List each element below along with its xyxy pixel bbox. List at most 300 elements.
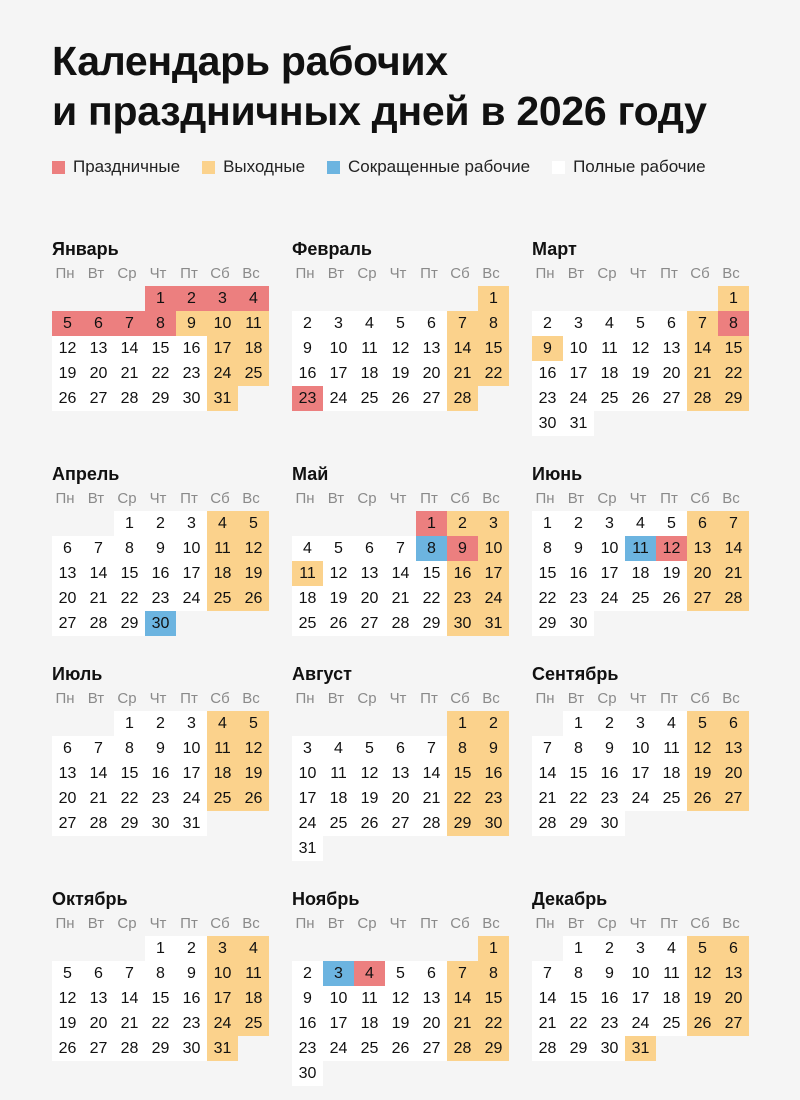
day-cell-weekend: 21 — [447, 361, 478, 386]
day-cell-work: 22 — [114, 786, 145, 811]
month-name: Январь — [52, 239, 119, 259]
day-cell-work: 27 — [52, 811, 83, 836]
weekday-label: Чт — [389, 490, 407, 507]
day-cell-weekend: 4 — [238, 936, 269, 961]
day-cell-work: 28 — [83, 611, 114, 636]
empty-cell — [323, 936, 354, 961]
weekday-label: Пн — [295, 265, 315, 282]
day-cell-work: 10 — [176, 736, 207, 761]
day-cell-work: 18 — [594, 361, 625, 386]
empty-cell — [416, 711, 447, 736]
day-cell-work: 30 — [176, 1036, 207, 1061]
day-cell-work: 8 — [563, 961, 594, 986]
weekday-label: Сб — [210, 915, 230, 932]
day-cell-work: 25 — [354, 1036, 385, 1061]
day-cell-weekend: 12 — [238, 536, 269, 561]
month-december — [532, 886, 752, 1061]
day-cell-work: 3 — [292, 736, 323, 761]
day-cell-work: 20 — [416, 1011, 447, 1036]
day-cell-work: 26 — [52, 1036, 83, 1061]
day-cell-work: 19 — [52, 1011, 83, 1036]
day-cell-work: 18 — [625, 561, 656, 586]
empty-cell — [323, 711, 354, 736]
day-cell-work: 17 — [323, 1011, 354, 1036]
day-cell-work: 15 — [145, 986, 176, 1011]
day-cell-work: 6 — [52, 536, 83, 561]
month-september — [532, 661, 752, 836]
weekday-label: Пт — [420, 915, 438, 932]
day-cell-work: 25 — [354, 386, 385, 411]
day-cell-weekend: 20 — [718, 986, 749, 1011]
month-july — [52, 661, 272, 836]
day-cell-work: 21 — [114, 361, 145, 386]
day-cell-weekend: 11 — [207, 536, 238, 561]
day-cell-holiday: 4 — [238, 286, 269, 311]
day-cell-weekend: 9 — [176, 311, 207, 336]
day-cell-work: 5 — [323, 536, 354, 561]
day-cell-work: 4 — [656, 711, 687, 736]
day-cell-work: 14 — [83, 761, 114, 786]
day-cell-weekend: 17 — [207, 336, 238, 361]
day-cell-work: 1 — [563, 936, 594, 961]
day-cell-work: 15 — [114, 761, 145, 786]
day-cell-work: 10 — [625, 961, 656, 986]
day-cell-weekend: 21 — [687, 361, 718, 386]
day-cell-weekend: 5 — [687, 936, 718, 961]
weekday-label: Вс — [722, 690, 740, 707]
day-cell-work: 29 — [416, 611, 447, 636]
weekday-label: Ср — [357, 690, 377, 707]
day-cell-weekend: 20 — [687, 561, 718, 586]
day-cell-work: 5 — [52, 961, 83, 986]
day-cell-work: 16 — [145, 761, 176, 786]
weekday-label: Сб — [690, 490, 710, 507]
day-cell-work: 13 — [52, 561, 83, 586]
day-cell-weekend: 17 — [478, 561, 509, 586]
weekday-header — [532, 262, 752, 286]
day-cell-work: 13 — [385, 761, 416, 786]
day-cell-work: 25 — [656, 1011, 687, 1036]
day-cell-work: 24 — [176, 586, 207, 611]
day-cell-weekend: 31 — [207, 1036, 238, 1061]
weekday-label: Пн — [295, 690, 315, 707]
empty-cell — [416, 936, 447, 961]
day-cell-weekend: 22 — [478, 1011, 509, 1036]
day-cell-holiday: 3 — [207, 286, 238, 311]
weekday-label: Чт — [149, 265, 167, 282]
day-cell-work: 5 — [385, 311, 416, 336]
day-cell-weekend: 8 — [478, 961, 509, 986]
day-cell-work: 16 — [145, 561, 176, 586]
weekday-label: Чт — [389, 265, 407, 282]
day-cell-work: 7 — [114, 961, 145, 986]
weekday-label: Пт — [660, 690, 678, 707]
weekday-label: Вт — [567, 690, 585, 707]
day-cell-work: 27 — [354, 611, 385, 636]
day-cell-weekend: 10 — [207, 311, 238, 336]
weekday-header — [532, 487, 752, 511]
weekday-header — [292, 912, 512, 936]
day-cell-weekend: 19 — [687, 986, 718, 1011]
day-cell-work: 22 — [145, 1011, 176, 1036]
day-cell-work: 28 — [416, 811, 447, 836]
day-cell-work: 8 — [114, 536, 145, 561]
day-cell-weekend: 25 — [207, 586, 238, 611]
empty-cell — [532, 711, 563, 736]
day-cell-weekend: 6 — [718, 936, 749, 961]
weekday-label: Чт — [389, 915, 407, 932]
day-cell-weekend: 18 — [207, 561, 238, 586]
day-cell-work: 13 — [52, 761, 83, 786]
weekday-label: Чт — [149, 690, 167, 707]
day-cell-weekend: 11 — [238, 311, 269, 336]
day-cell-work: 4 — [292, 536, 323, 561]
day-cell-weekend: 10 — [478, 536, 509, 561]
day-cell-work: 6 — [416, 311, 447, 336]
day-cell-work: 29 — [114, 811, 145, 836]
day-cell-work: 12 — [354, 761, 385, 786]
weekday-label: Пн — [295, 915, 315, 932]
month-october — [52, 886, 272, 1061]
weekday-label: Сб — [450, 265, 470, 282]
empty-cell — [83, 711, 114, 736]
title-line-1: Календарь рабочих — [52, 38, 448, 84]
weekday-label: Чт — [629, 690, 647, 707]
day-cell-work: 11 — [656, 961, 687, 986]
day-cell-work: 1 — [563, 711, 594, 736]
month-name: Июнь — [532, 464, 583, 484]
day-cell-work: 15 — [114, 561, 145, 586]
day-cell-work: 12 — [52, 336, 83, 361]
day-cell-work: 3 — [625, 711, 656, 736]
page-title — [52, 36, 707, 136]
day-cell-work: 27 — [416, 386, 447, 411]
day-cell-work: 9 — [594, 961, 625, 986]
day-cell-work: 20 — [385, 786, 416, 811]
day-cell-weekend: 20 — [718, 761, 749, 786]
day-cell-work: 6 — [83, 961, 114, 986]
day-cell-work: 16 — [292, 361, 323, 386]
day-cell-weekend: 2 — [478, 711, 509, 736]
month-november — [292, 886, 512, 1086]
month-name: Декабрь — [532, 889, 608, 909]
day-cell-work: 14 — [385, 561, 416, 586]
empty-cell — [532, 286, 563, 311]
day-cell-weekend: 21 — [447, 1011, 478, 1036]
day-cell-work: 26 — [354, 811, 385, 836]
day-cell-work: 16 — [292, 1011, 323, 1036]
day-cell-work: 21 — [83, 586, 114, 611]
day-cell-weekend: 27 — [718, 786, 749, 811]
weekday-label: Сб — [690, 265, 710, 282]
day-cell-work: 14 — [114, 336, 145, 361]
day-cell-weekend: 19 — [238, 561, 269, 586]
day-cell-work: 6 — [354, 536, 385, 561]
day-cell-weekend: 12 — [687, 736, 718, 761]
weekday-label: Сб — [450, 690, 470, 707]
weekday-label: Сб — [450, 915, 470, 932]
empty-cell — [385, 286, 416, 311]
day-cell-work: 27 — [656, 386, 687, 411]
weekday-label: Чт — [629, 915, 647, 932]
day-cell-work: 2 — [594, 711, 625, 736]
weekday-label: Сб — [210, 690, 230, 707]
day-cell-work: 12 — [385, 336, 416, 361]
day-cell-weekend: 24 — [207, 1011, 238, 1036]
weekday-label: Вт — [327, 265, 345, 282]
days-grid — [292, 711, 512, 861]
day-cell-work: 28 — [385, 611, 416, 636]
day-cell-work: 27 — [83, 1036, 114, 1061]
day-cell-work: 26 — [625, 386, 656, 411]
days-grid — [532, 511, 752, 636]
days-grid — [292, 511, 512, 636]
weekday-label: Пн — [55, 490, 75, 507]
day-cell-work: 13 — [416, 986, 447, 1011]
day-cell-work: 2 — [563, 511, 594, 536]
day-cell-weekend: 7 — [447, 311, 478, 336]
day-cell-work: 12 — [625, 336, 656, 361]
days-grid — [532, 936, 752, 1061]
day-cell-weekend: 23 — [447, 586, 478, 611]
day-cell-work: 25 — [292, 611, 323, 636]
weekday-label: Сб — [690, 915, 710, 932]
day-cell-work: 25 — [656, 786, 687, 811]
day-cell-weekend: 29 — [718, 386, 749, 411]
weekday-label: Пт — [420, 490, 438, 507]
day-cell-work: 18 — [354, 361, 385, 386]
empty-cell — [625, 286, 656, 311]
day-cell-work: 29 — [532, 611, 563, 636]
day-cell-work: 10 — [323, 336, 354, 361]
day-cell-weekend: 18 — [207, 761, 238, 786]
day-cell-work: 18 — [323, 786, 354, 811]
day-cell-weekend: 26 — [687, 786, 718, 811]
day-cell-weekend: 27 — [687, 586, 718, 611]
day-cell-work: 24 — [563, 386, 594, 411]
day-cell-weekend: 8 — [478, 311, 509, 336]
days-grid — [292, 286, 512, 411]
day-cell-weekend: 9 — [478, 736, 509, 761]
day-cell-work: 30 — [563, 611, 594, 636]
day-cell-work: 5 — [625, 311, 656, 336]
day-cell-work: 2 — [532, 311, 563, 336]
day-cell-work: 8 — [114, 736, 145, 761]
day-cell-weekend: 10 — [207, 961, 238, 986]
day-cell-work: 10 — [323, 986, 354, 1011]
day-cell-weekend: 7 — [687, 311, 718, 336]
day-cell-work: 11 — [354, 336, 385, 361]
day-cell-work: 29 — [145, 386, 176, 411]
empty-cell — [354, 286, 385, 311]
day-cell-work: 17 — [323, 361, 354, 386]
day-cell-work: 10 — [625, 736, 656, 761]
day-cell-work: 18 — [354, 1011, 385, 1036]
day-cell-work: 17 — [176, 561, 207, 586]
day-cell-weekend: 18 — [238, 986, 269, 1011]
day-cell-work: 23 — [176, 1011, 207, 1036]
month-august — [292, 661, 512, 861]
day-cell-work: 25 — [323, 811, 354, 836]
day-cell-weekend: 28 — [718, 586, 749, 611]
day-cell-weekend: 12 — [687, 961, 718, 986]
day-cell-holiday: 8 — [718, 311, 749, 336]
weekday-header — [52, 262, 272, 286]
day-cell-weekend: 15 — [478, 986, 509, 1011]
day-cell-work: 13 — [83, 986, 114, 1011]
day-cell-weekend: 3 — [207, 936, 238, 961]
day-cell-weekend: 30 — [447, 611, 478, 636]
weekday-label: Вс — [722, 490, 740, 507]
day-cell-work: 3 — [176, 711, 207, 736]
day-cell-work: 31 — [292, 836, 323, 861]
weekday-label: Ср — [597, 265, 617, 282]
weekday-label: Ср — [597, 490, 617, 507]
weekday-label: Вт — [327, 490, 345, 507]
day-cell-weekend: 5 — [687, 711, 718, 736]
day-cell-work: 28 — [532, 811, 563, 836]
month-march — [532, 236, 752, 436]
day-cell-work: 7 — [416, 736, 447, 761]
weekday-label: Вт — [567, 915, 585, 932]
day-cell-holiday: 9 — [447, 536, 478, 561]
days-grid — [52, 711, 272, 836]
weekday-header — [52, 687, 272, 711]
weekday-label: Ср — [357, 265, 377, 282]
month-name: Ноябрь — [292, 889, 360, 909]
empty-cell — [594, 286, 625, 311]
legend-label-weekends: Выходные — [223, 157, 306, 176]
day-cell-weekend: 14 — [447, 336, 478, 361]
day-cell-work: 23 — [176, 361, 207, 386]
day-cell-work: 22 — [145, 361, 176, 386]
weekday-label: Пн — [535, 915, 555, 932]
day-cell-work: 23 — [563, 586, 594, 611]
day-cell-work: 29 — [563, 1036, 594, 1061]
day-cell-work: 10 — [563, 336, 594, 361]
weekday-label: Сб — [210, 265, 230, 282]
day-cell-work: 23 — [532, 386, 563, 411]
day-cell-work: 17 — [594, 561, 625, 586]
month-june — [532, 461, 752, 636]
empty-cell — [292, 286, 323, 311]
day-cell-work: 21 — [83, 786, 114, 811]
day-cell-work: 9 — [292, 336, 323, 361]
weekday-label: Сб — [210, 490, 230, 507]
day-cell-work: 22 — [563, 786, 594, 811]
day-cell-work: 16 — [176, 336, 207, 361]
day-cell-work: 23 — [145, 586, 176, 611]
day-cell-work: 17 — [625, 986, 656, 1011]
day-cell-work: 12 — [323, 561, 354, 586]
empty-cell — [323, 286, 354, 311]
day-cell-work: 29 — [563, 811, 594, 836]
day-cell-work: 21 — [532, 786, 563, 811]
day-cell-holiday: 12 — [656, 536, 687, 561]
day-cell-holiday: 1 — [416, 511, 447, 536]
day-cell-work: 16 — [176, 986, 207, 1011]
weekday-header — [52, 487, 272, 511]
weekday-label: Вт — [87, 915, 105, 932]
empty-cell — [563, 286, 594, 311]
day-cell-work: 15 — [563, 761, 594, 786]
month-name: Июль — [52, 664, 103, 684]
day-cell-weekend: 4 — [207, 711, 238, 736]
day-cell-work: 20 — [52, 786, 83, 811]
weekday-label: Ср — [117, 690, 137, 707]
day-cell-work: 19 — [354, 786, 385, 811]
weekday-label: Чт — [149, 915, 167, 932]
day-cell-weekend: 30 — [478, 811, 509, 836]
day-cell-weekend: 15 — [447, 761, 478, 786]
day-cell-work: 12 — [385, 986, 416, 1011]
day-cell-work: 24 — [625, 786, 656, 811]
day-cell-work: 20 — [83, 1011, 114, 1036]
day-cell-work: 19 — [52, 361, 83, 386]
day-cell-work: 18 — [292, 586, 323, 611]
empty-cell — [114, 936, 145, 961]
day-cell-work: 30 — [292, 1061, 323, 1086]
weekday-label: Ср — [117, 490, 137, 507]
day-cell-work: 10 — [292, 761, 323, 786]
weekday-label: Пт — [420, 265, 438, 282]
day-cell-work: 26 — [52, 386, 83, 411]
legend-label-full-days: Полные рабочие — [573, 157, 706, 176]
day-cell-work: 7 — [532, 736, 563, 761]
day-cell-work: 5 — [354, 736, 385, 761]
weekday-header — [292, 487, 512, 511]
day-cell-work: 24 — [323, 1036, 354, 1061]
day-cell-work: 9 — [563, 536, 594, 561]
day-cell-work: 31 — [563, 411, 594, 436]
day-cell-work: 30 — [145, 811, 176, 836]
day-cell-work: 7 — [532, 961, 563, 986]
day-cell-weekend: 5 — [238, 711, 269, 736]
day-cell-work: 5 — [385, 961, 416, 986]
day-cell-work: 13 — [656, 336, 687, 361]
day-cell-weekend: 14 — [687, 336, 718, 361]
day-cell-work: 3 — [323, 311, 354, 336]
day-cell-work: 17 — [292, 786, 323, 811]
weekday-label: Вт — [567, 265, 585, 282]
day-cell-weekend: 25 — [207, 786, 238, 811]
day-cell-work: 22 — [416, 586, 447, 611]
day-cell-weekend: 28 — [447, 386, 478, 411]
day-cell-holiday: 23 — [292, 386, 323, 411]
day-cell-work: 23 — [594, 786, 625, 811]
day-cell-work: 15 — [532, 561, 563, 586]
empty-cell — [354, 936, 385, 961]
day-cell-work: 18 — [656, 986, 687, 1011]
day-cell-holiday: 1 — [145, 286, 176, 311]
weekday-label: Пт — [660, 265, 678, 282]
weekday-label: Вс — [242, 690, 260, 707]
day-cell-work: 24 — [625, 1011, 656, 1036]
weekday-label: Ср — [597, 915, 617, 932]
weekday-label: Вт — [567, 490, 585, 507]
day-cell-work: 20 — [656, 361, 687, 386]
day-cell-work: 20 — [416, 361, 447, 386]
day-cell-weekend: 1 — [478, 286, 509, 311]
empty-cell — [656, 286, 687, 311]
weekday-label: Сб — [690, 690, 710, 707]
day-cell-weekend: 13 — [687, 536, 718, 561]
empty-cell — [447, 286, 478, 311]
day-cell-weekend: 12 — [238, 736, 269, 761]
day-cell-short: 30 — [145, 611, 176, 636]
day-cell-work: 6 — [52, 736, 83, 761]
day-cell-weekend: 22 — [447, 786, 478, 811]
